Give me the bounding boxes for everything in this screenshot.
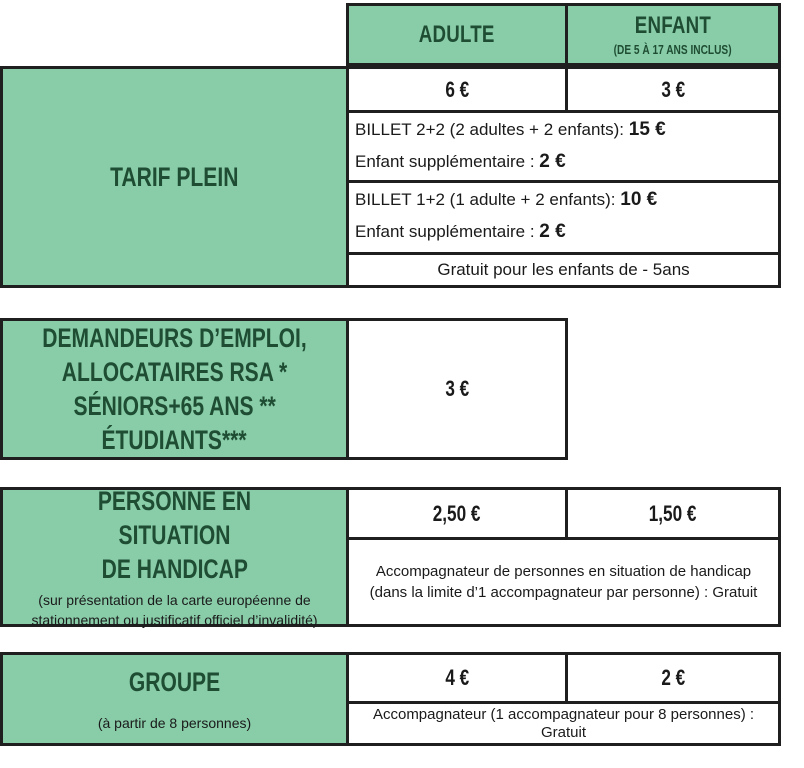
handicap-note-2: stationnement ou justificatif officiel d’invalidité) [31, 612, 318, 628]
groupe-enfant-price: 2 € [661, 665, 685, 690]
header-enfant-age-range: (DE 5 À 17 ANS INCLUS) [614, 42, 732, 57]
handicap-adulte-price-cell [346, 487, 568, 540]
header-enfant-label: ENFANT [634, 12, 712, 39]
reduit-line-3: SÉNIORS+65 ANS ** [73, 391, 276, 421]
billet-2-2-extra-line [355, 151, 566, 173]
groupe-adulte-price: 4 € [445, 665, 469, 690]
groupe-label-cell [0, 652, 349, 746]
groupe-accompagnateur-line-2: Gratuit [540, 723, 586, 741]
handicap-enfant-price: 1,50 € [649, 500, 697, 526]
billet-2-2-line [355, 119, 666, 141]
handicap-adulte-price: 2,50 € [433, 500, 481, 526]
reduit-price-cell [346, 318, 568, 460]
billet-2-2-extra-text: Enfant supplémentaire : [355, 152, 540, 171]
tarif-plein-title: TARIF PLEIN [110, 162, 239, 192]
handicap-note-1: (sur présentation de la carte européenne de [38, 592, 311, 608]
header-enfant [565, 3, 781, 66]
billet-1-2-price: 10 € [620, 189, 658, 210]
gratuit-text: Gratuit pour les enfants de - 5ans [437, 260, 690, 279]
handicap-title-2: DE HANDICAP [101, 554, 248, 584]
reduit-label-cell [0, 318, 349, 460]
billet-1-2-line [355, 189, 657, 211]
billet-2-2-extra-price: 2 € [539, 151, 566, 172]
groupe-title: GROUPE [128, 667, 221, 697]
billet-1-2-extra-text: Enfant supplémentaire : [355, 222, 540, 241]
groupe-note: (à partir de 8 personnes) [97, 715, 252, 731]
billet-2-2-text: BILLET 2+2 (2 adultes + 2 enfants): [355, 120, 629, 139]
billet-1-2-extra-price: 2 € [539, 221, 566, 242]
handicap-title-1: PERSONNE EN SITUATION [97, 486, 252, 550]
billet-1-2-text: BILLET 1+2 (1 adulte + 2 enfants): [355, 190, 621, 209]
handicap-enfant-price-cell [565, 487, 781, 540]
tarif-plein-enfant-price-cell [565, 66, 781, 113]
header-adulte-label: ADULTE [419, 20, 495, 48]
reduit-line-2: ALLOCATAIRES RSA * [61, 357, 288, 387]
reduit-line-4: ÉTUDIANTS*** [101, 425, 248, 455]
reduit-line-1: DEMANDEURS D’EMPLOI, [42, 323, 307, 353]
header-adulte [346, 3, 568, 66]
tarif-plein-label-cell [0, 66, 349, 288]
groupe-adulte-price-cell [346, 652, 568, 704]
billet-2-2-price: 15 € [628, 119, 666, 140]
billet-1-2-extra-line [355, 221, 566, 243]
tarif-plein-enfant-price: 3 € [661, 76, 685, 102]
billet-1-2-cell [346, 180, 781, 255]
tarif-plein-adulte-price-cell [346, 66, 568, 113]
handicap-label-cell [0, 487, 349, 627]
handicap-accompagnateur-line-2: (dans la limite d’1 accompagnateur par personne) : Gratuit [369, 584, 758, 601]
groupe-accompagnateur-line-1: Accompagnateur (1 accompagnateur pour 8 personnes) : [372, 705, 755, 723]
billet-2-2-cell [346, 110, 781, 183]
tarif-plein-adulte-price: 6 € [445, 76, 469, 102]
handicap-accompagnateur-line-1: Accompagnateur de personnes en situation de handicap [375, 563, 752, 580]
reduit-price: 3 € [445, 376, 469, 401]
groupe-enfant-price-cell [565, 652, 781, 704]
groupe-accompagnateur-cell [346, 701, 781, 746]
handicap-accompagnateur-cell [346, 537, 781, 627]
gratuit-cell [346, 252, 781, 288]
